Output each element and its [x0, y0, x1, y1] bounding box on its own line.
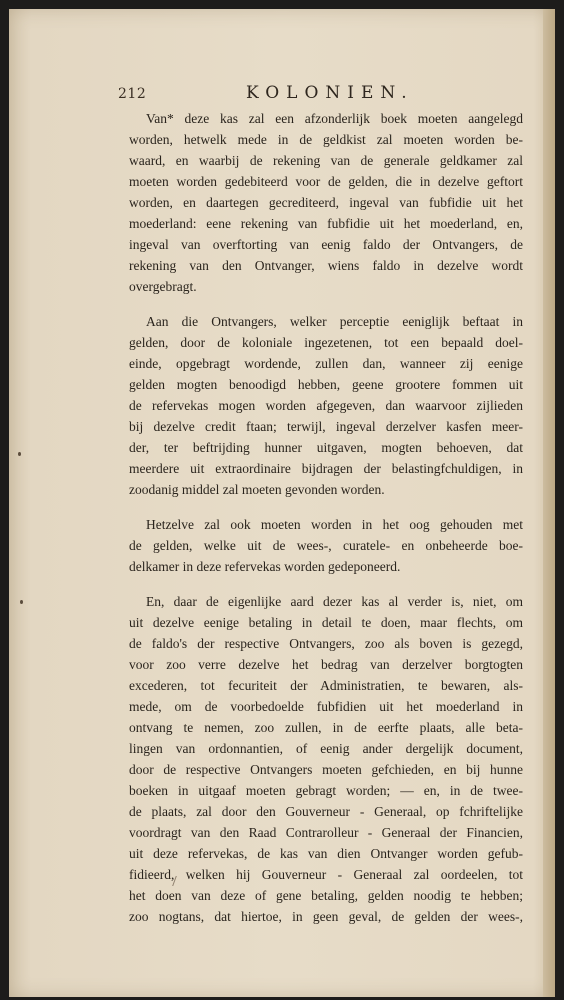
body-text [129, 108, 523, 927]
paragraph-4 [129, 591, 523, 927]
text-line: de refervekas mogen worden afgegeven, dan waarvoor zijlieden [129, 398, 523, 413]
text-line: waard, en waarbij de rekening van de generale geldkamer zal [129, 153, 523, 168]
text-line: zoodanig middel zal moeten gevonden worden. [129, 482, 385, 497]
text-line: Van* deze kas zal een afzonderlijk boek moeten aangelegd [146, 111, 523, 126]
text-line: gelden, door de koloniale ingezetenen, tot een bepaald doel- [129, 335, 523, 350]
text-line: overgebragt. [129, 279, 197, 294]
text-line: rekening van den Ontvanger, wiens faldo in dezelve wordt [129, 258, 523, 273]
text-line: der, ter beftrijding hunner uitgaven, mogten behoeven, dat [129, 440, 523, 455]
text-line: bij dezelve credit ftaan; terwijl, ingeval derzelver kasfen meer- [129, 419, 523, 434]
text-line: voordragt van den Raad Contrarolleur - Generaal der Financien, [129, 825, 523, 840]
paragraph-3 [129, 514, 523, 577]
text-line: de plaats, zal door den Gouverneur - Generaal, op fchriftelijke [129, 804, 523, 819]
text-line: worden, en daartegen gecrediteerd, ingeval van fubfidie uit het [129, 195, 523, 210]
paper-speck [18, 452, 21, 456]
text-line: worden, hetwelk mede in de geldkist zal moeten worden be- [129, 132, 523, 147]
page-edge [543, 9, 555, 997]
page-number: 212 [118, 86, 147, 102]
text-line: uit dezelve eenige betaling in detail te doen, maar flechts, om [129, 615, 523, 630]
text-line: ingeval van overftorting van eenig faldo der Ontvangers, de [129, 237, 523, 252]
text-line: zoo nogtans, dat hiertoe, in geen geval, de gelden der wees-, [129, 909, 523, 924]
paragraph-2 [129, 311, 523, 500]
text-line: mede, om de voorbedoelde fubfidien uit het moederland in [129, 699, 523, 714]
text-line: ontvang te nemen, zoo zullen, in de eerfte plaats, alle beta- [129, 720, 523, 735]
text-line: moederland: eene rekening van fubfidie uit het moederland, en, [129, 216, 523, 231]
paragraph-1 [129, 108, 523, 297]
text-line: gelden mogten benoodigd hebben, geene grootere fommen uit [129, 377, 523, 392]
text-line: einde, opgebragt wordende, zullen dan, wanneer zij eenige [129, 356, 523, 371]
text-line: Hetzelve zal ook moeten worden in het oog gehouden met [146, 517, 523, 532]
text-line: Aan die Ontvangers, welker perceptie eeniglijk beftaat in [146, 314, 523, 329]
text-line: excederen, tot fecuriteit der Administratien, te bewaren, als- [129, 678, 523, 693]
text-line: door de respective Ontvangers moeten gefchieden, en bij hunne [129, 762, 523, 777]
running-head: KOLONIEN. [246, 83, 414, 103]
text-line: boeken in uitgaaf moeten gebragt worden; — en, in de twee- [129, 783, 523, 798]
text-line: uit deze refervekas, de kas van dien Ontvanger worden gefub- [129, 846, 523, 861]
text-line: delkamer in deze refervekas worden gedeponeerd. [129, 559, 401, 574]
text-line: de faldo's der respective Ontvangers, zoo als boven is gezegd, [129, 636, 523, 651]
text-line: de gelden, welke uit de wees-, curatele- en onbeheerde boe- [129, 538, 523, 553]
page-header [118, 83, 414, 106]
paper-speck [20, 600, 23, 604]
text-line: fidieerd, welken hij Gouverneur - Generaal zal oordeelen, tot [129, 867, 523, 882]
text-line: voor zoo verre dezelve het bedrag van derzelver borgtogten [129, 657, 523, 672]
text-line: moeten worden gedebiteerd voor de gelden, die in dezelve geftort [129, 174, 523, 189]
text-line: meerdere uit extraordinaire bijdragen der belastingfchuldigen, in [129, 461, 523, 476]
text-line: En, daar de eigenlijke aard dezer kas al verder is, niet, om [146, 594, 523, 609]
text-line: het doen van deze of gene betaling, gelden noodig te hebben; [129, 888, 523, 903]
text-line: lingen van ordonnantien, of eenig ander dergelijk document, [129, 741, 523, 756]
